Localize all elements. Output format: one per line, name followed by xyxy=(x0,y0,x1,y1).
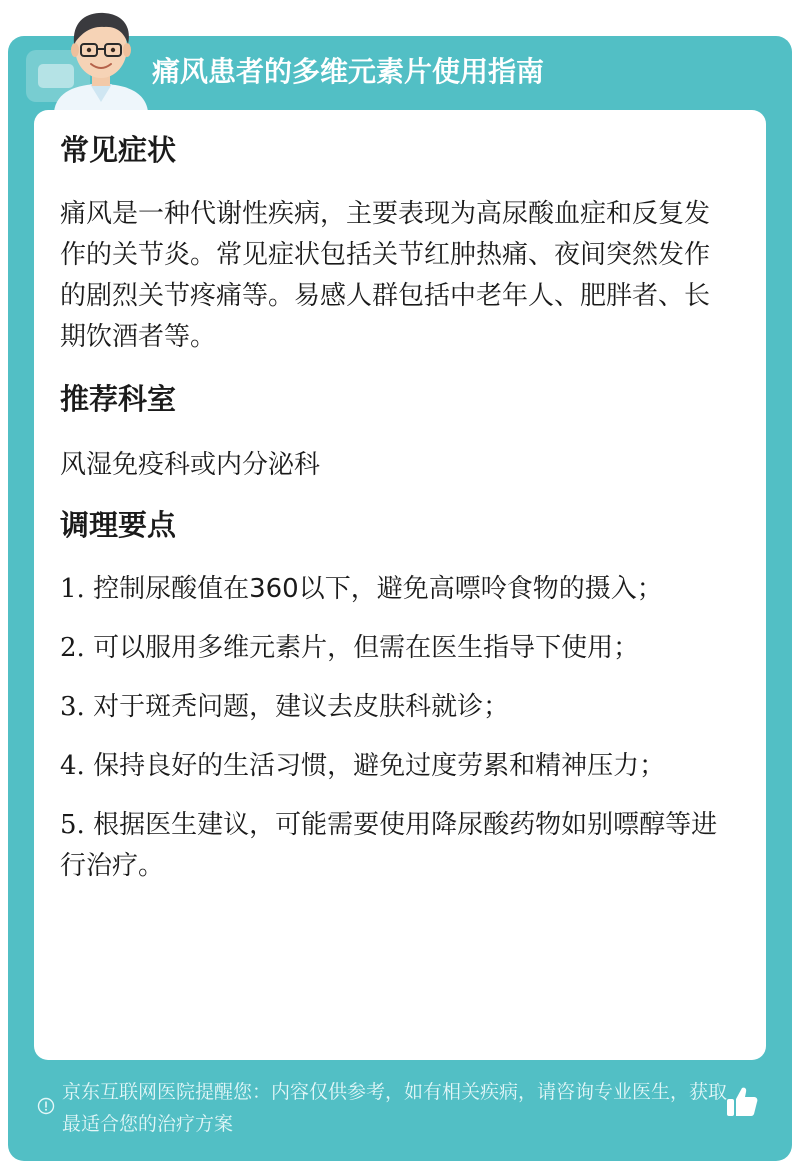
section-heading-department: 推荐科室 xyxy=(60,382,177,416)
department-text: 风湿免疫科或内分泌科 xyxy=(60,450,321,480)
list-item: 1. 控制尿酸值在360以下，避免高嘌呤食物的摄入； xyxy=(60,574,663,604)
page-title: 痛风患者的多维元素片使用指南 xyxy=(152,55,545,88)
section-heading-care: 调理要点 xyxy=(60,508,177,542)
section-heading-symptoms: 常见症状 xyxy=(60,133,177,167)
article-content xyxy=(60,130,730,905)
doctor-avatar xyxy=(46,4,156,112)
symptoms-text: 痛风是一种代谢性疾病，主要表现为高尿酸血症和反复发作的关节炎。常见症状包括关节红肿热痛、夜间突然发作的剧烈关节疼痛等。易感人群包括中老年人、肥胖者、长期饮酒者等。 xyxy=(60,199,711,352)
list-item: 3. 对于斑秃问题，建议去皮肤科就诊； xyxy=(60,692,510,722)
thumbs-up-icon[interactable] xyxy=(724,1084,760,1120)
disclaimer-text: 京东互联网医院提醒您：内容仅供参考，如有相关疾病，请咨询专业医生，获取最适合您的治疗方案 xyxy=(62,1081,728,1135)
info-icon xyxy=(37,1097,55,1115)
list-item: 2. 可以服用多维元素片，但需在医生指导下使用； xyxy=(60,633,640,663)
list-item: 5. 根据医生建议，可能需要使用降尿酸药物如别嘌醇等进行治疗。 xyxy=(60,810,718,881)
list-item: 4. 保持良好的生活习惯，避免过度劳累和精神压力； xyxy=(60,751,666,781)
care-list xyxy=(60,559,730,887)
